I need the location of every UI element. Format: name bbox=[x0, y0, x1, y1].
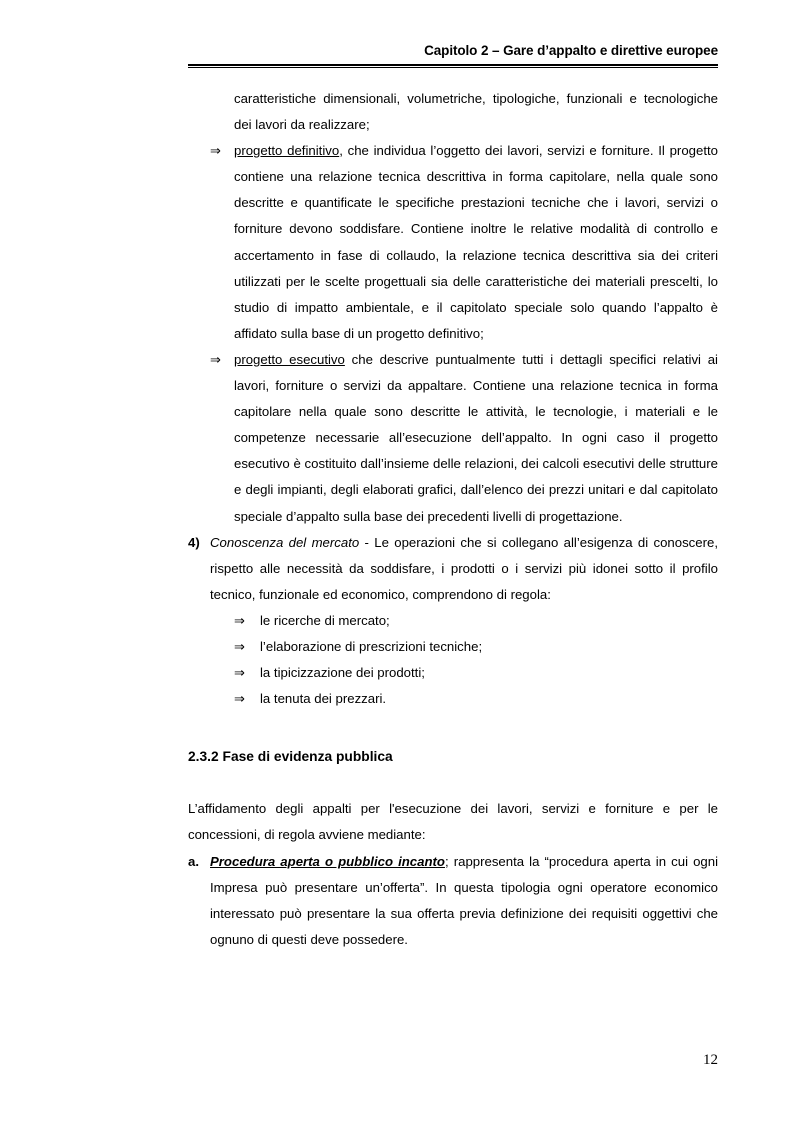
list-item-prescrizioni-tecniche bbox=[234, 634, 718, 660]
list-marker-a: a. bbox=[188, 853, 199, 869]
sublist-text: la tipicizzazione dei prodotti; bbox=[260, 665, 425, 681]
text-progetto-esecutivo: che descrive puntualmente tutti i dettagli specifici relativi ai lavori, forniture o servizi da appaltare. Contiene una relazione tecnica in forma capitolare nella quale sono descritte le attività, le tecnologie, i materiali e le competenze necessarie all’esecuzione dell’appalto. In ogni caso il progetto esecutivo è costituito dall’insieme delle relazioni, dei calcoli esecutivi delle strutture e degli impianti, degli elaborati grafici, dall’elenco dei prezzi unitari e dal capitolato speciale d’appalto sulla base dei precedenti livelli di progettazione. bbox=[234, 351, 718, 524]
list-item-tipicizzazione-prodotti bbox=[234, 660, 718, 686]
list-item-progetto-definitivo bbox=[210, 138, 718, 347]
section-heading: 2.3.2 Fase di evidenza pubblica bbox=[188, 749, 393, 765]
list-marker-4: 4) bbox=[188, 534, 200, 550]
title-procedura-aperta: Procedura aperta o pubblico incanto bbox=[210, 853, 445, 869]
list-item-progetto-esecutivo bbox=[210, 347, 718, 530]
arrow-bullet-icon: ⇒ bbox=[234, 691, 246, 707]
paragraph-continuation: caratteristiche dimensionali, volumetriche, tipologiche, funzionali e tecnologiche dei lavori da realizzare; bbox=[234, 91, 718, 133]
term-progetto-esecutivo: progetto esecutivo bbox=[234, 351, 345, 367]
list-item-4 bbox=[188, 530, 718, 608]
term-progetto-definitivo: progetto definitivo bbox=[234, 143, 340, 159]
text-progetto-definitivo: , che individua l’oggetto dei lavori, servizi e forniture. Il progetto contiene una relazione tecnica descrittiva in forma capitolare, nella quale sono descritte e quantificate le specifiche prestazioni tecniche che i lavori, servizi o forniture devono soddisfare. Contiene inoltre le relative modalità di controllo e accertamento in fase di collaudo, la relazione tecnica descrittiva sia dei criteri utilizzati per le scelte progettuali sia delle caratteristiche dei materiali prescelti, lo studio di impatto ambientale, e il capitolato speciale solo quando l’appalto è affidato sulla base di un progetto definitivo; bbox=[234, 143, 718, 341]
list-item-tenuta-prezzari bbox=[234, 686, 718, 712]
title-conoscenza-del-mercato: Conoscenza del mercato bbox=[210, 534, 360, 550]
sublist-text: le ricerche di mercato; bbox=[260, 612, 390, 628]
text-procedura-aperta: ; rappresenta la “procedura aperta in cui ogni Impresa può presentare un’offerta”. In questa tipologia ogni operatore economico interessato può presentare la sua offerta previa definizione dei requisiti oggettivi che ognuno di questi deve possedere. bbox=[210, 853, 718, 947]
list-item-a bbox=[188, 849, 718, 953]
heading-spacer bbox=[188, 770, 718, 796]
arrow-bullet-icon: ⇒ bbox=[234, 665, 246, 681]
text-conoscenza-del-mercato: - Le operazioni che si collegano all’esigenza di conoscere, rispetto alle necessità da soddisfare, i prodotti o i servizi più idonei sotto il profilo tecnico, funzionale ed economico, comprendono di regola: bbox=[210, 534, 718, 602]
arrow-bullet-icon: ⇒ bbox=[234, 612, 246, 628]
header-rule bbox=[188, 64, 718, 68]
arrow-bullet-icon: ⇒ bbox=[210, 351, 222, 367]
section-spacer bbox=[188, 712, 718, 744]
sublist-text: l’elaborazione di prescrizioni tecniche; bbox=[260, 638, 483, 654]
sublist-text: la tenuta dei prezzari. bbox=[260, 691, 387, 707]
intro-paragraph: L’affidamento degli appalti per l'esecuzione dei lavori, servizi e forniture e per le concessioni, di regola avviene mediante: bbox=[188, 801, 718, 843]
page-body bbox=[188, 86, 718, 953]
arrow-bullet-icon: ⇒ bbox=[234, 638, 246, 654]
list-item-ricerche-mercato bbox=[234, 608, 718, 634]
arrow-bullet-icon: ⇒ bbox=[210, 143, 222, 159]
running-header: Capitolo 2 – Gare d’appalto e direttive europee bbox=[424, 43, 718, 58]
page-number: 12 bbox=[703, 1052, 718, 1068]
